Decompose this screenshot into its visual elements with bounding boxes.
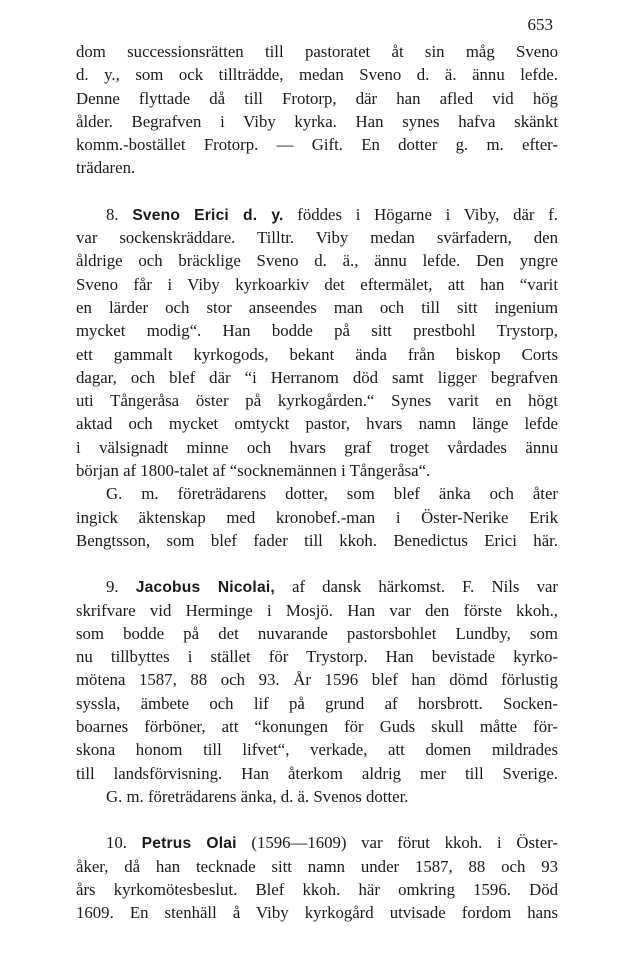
text-line: Denne flyttade då till Frotorp, där han afled vid hög xyxy=(76,88,558,108)
text-line: nu tillbyttes i stället för Trystorp. Han bevistade kyrko- xyxy=(76,647,558,667)
text-line: åldrige och bräcklige Sveno d. ä., ännu lefde. Den yngre xyxy=(76,251,558,271)
text-line: ett gammalt kyrkogods, bekant ända från biskop Corts xyxy=(76,344,558,364)
entry-name: Petrus Olai xyxy=(141,835,237,853)
entry-heading-line-8 xyxy=(76,203,558,226)
text-line: ingick äktenskap med kronobef.-man i Öster-Nerike Erik xyxy=(76,507,558,527)
entry-rest: af dansk härkomst. F. Nils var xyxy=(274,577,558,597)
text-line: d. y., som ock tillträdde, medan Sveno d. ä. ännu lefde. xyxy=(76,65,558,85)
body-text xyxy=(76,40,558,924)
text-line: mötena 1587, 88 och 93. År 1596 blef han dömd förlustig xyxy=(76,670,558,690)
text-line: Bengtsson, som blef fader till kkoh. Benedictus Erici här. xyxy=(76,530,558,550)
text-line: dom successionsrätten till pastoratet åt sin måg Sveno xyxy=(76,42,558,61)
text-line: trädaren. xyxy=(76,158,136,178)
text-line: Sveno får i Viby kyrkoarkiv det eftermälet, att han “varit xyxy=(76,274,558,294)
entry-number: 10. xyxy=(106,833,142,853)
text-line: som bodde på det nuvarande pastorsbohlet Lundby, som xyxy=(76,623,558,643)
entry-name: Sveno Erici d. y. xyxy=(132,206,284,224)
text-line: uti Tångeråsa öster på kyrkogården.“ Synes varit en högt xyxy=(76,391,558,411)
text-line: i välsignadt minne och hvars graf troget vårdades ännu xyxy=(76,437,558,457)
text-line: boarnes förböner, att “konungen för Guds skull måtte för- xyxy=(76,717,558,737)
text-line: G. m. företrädarens dotter, som blef änka och åter xyxy=(106,484,558,504)
text-line: till landsförvisning. Han återkom aldrig mer till Sverige. xyxy=(76,763,558,783)
text-line: ålder. Begrafven i Viby kyrka. Han synes hafva skänkt xyxy=(76,111,558,131)
text-line: mycket modig“. Han bodde på sitt prestbohl Trystorp, xyxy=(76,321,558,341)
page-number: 653 xyxy=(527,15,553,34)
text-line: 1609. En stenhäll å Viby kyrkogård utvisade fordom hans xyxy=(76,903,558,923)
text-line: års kyrkomötesbeslut. Blef kkoh. här omkring 1596. Död xyxy=(76,879,558,899)
text-line: G. m. företrädarens änka, d. ä. Svenos dotter. xyxy=(106,786,409,806)
entry-heading-line-10 xyxy=(76,831,558,854)
text-line: dagar, och blef där “i Herranom död samt ligger begrafven xyxy=(76,367,558,387)
text-line: början af 1800-talet af “socknemännen i Tångeråsa“. xyxy=(76,461,431,481)
entry-rest: föddes i Högarne i Viby, där f. xyxy=(283,204,558,224)
text-line: en lärder och stor anseendes man och till sitt ingenium xyxy=(76,297,558,317)
entry-number: 8. xyxy=(106,204,133,224)
text-line: åker, då han tecknade sitt namn under 1587, 88 och 93 xyxy=(76,856,558,876)
entry-number: 9. xyxy=(106,577,136,597)
text-line: aktad och mycket omtyckt pastor, hvars namn länge lefde xyxy=(76,414,558,434)
text-line: var sockenskräddare. Tilltr. Viby medan svärfadern, den xyxy=(76,228,558,248)
entry-heading-line-9 xyxy=(76,575,558,598)
text-line: syssla, ämbete och lif på grund af horsbrott. Socken- xyxy=(76,693,558,713)
text-line: komm.-bostället Frotorp. — Gift. En dotter g. m. efter- xyxy=(76,135,558,155)
text-line: skona honom till lifvet“, verkade, att domen mildrades xyxy=(76,740,558,760)
text-line: skrifvare vid Herminge i Mosjö. Han var den förste kkoh., xyxy=(76,600,558,620)
entry-name: Jacobus Nicolai, xyxy=(135,579,275,597)
entry-rest: (1596—1609) var förut kkoh. i Öster- xyxy=(236,833,558,853)
